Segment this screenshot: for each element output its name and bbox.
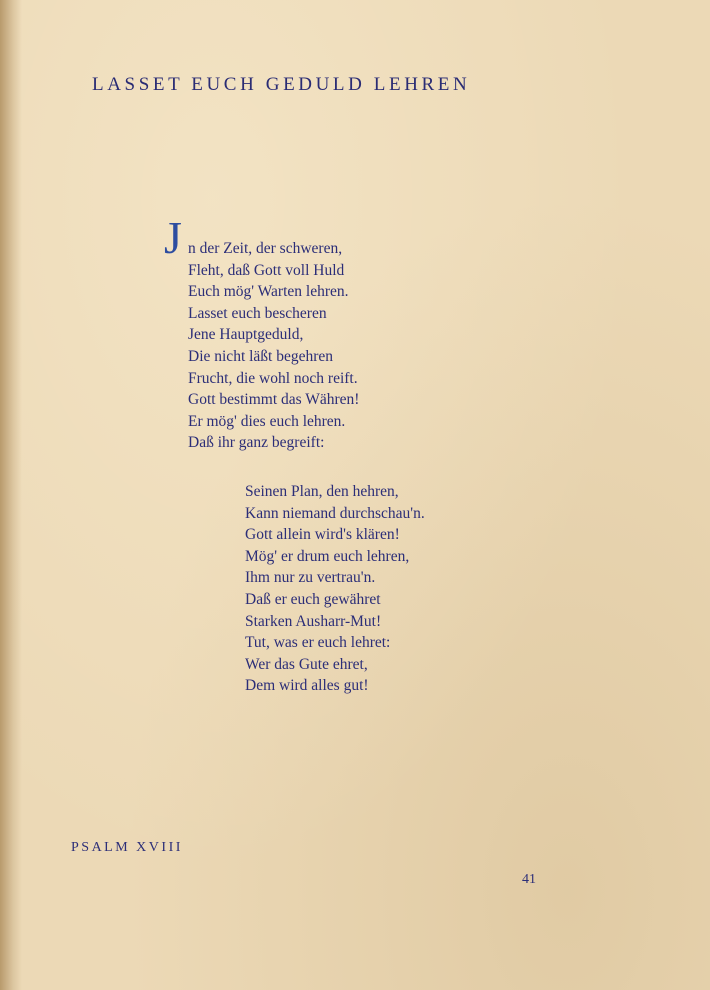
poem-line: Daß er euch gewähret: [245, 590, 381, 608]
poem-line: n der Zeit, der schweren,: [188, 240, 343, 257]
poem-line: Euch mög' Warten lehren.: [188, 283, 349, 301]
poem-line: Wer das Gute ehret,: [245, 655, 368, 673]
poem-line: Ihm nur zu vertrau'n.: [245, 569, 376, 587]
poem-line: Er mög' dies euch lehren.: [188, 412, 346, 430]
poem-line: Fleht, daß Gott voll Huld: [188, 261, 345, 279]
poem-line: Seinen Plan, den hehren,: [245, 483, 399, 500]
poem-line: Dem wird alles gut!: [245, 677, 369, 695]
poem-line: Starken Ausharr-Mut!: [245, 612, 382, 630]
page-gutter-shadow: [0, 0, 22, 990]
poem-line: Kann niemand durchschau'n.: [245, 504, 425, 522]
drop-cap-initial: J: [164, 212, 182, 263]
section-label: PSALM XVIII: [71, 840, 183, 855]
page-number: 41: [522, 872, 536, 887]
stanza-1: [164, 212, 360, 454]
poem-line: Mög' er drum euch lehren,: [245, 547, 410, 565]
poem-line: Lasset euch bescheren: [188, 304, 327, 322]
poem-line: Gott bestimmt das Währen!: [188, 391, 360, 409]
poem-title: LASSET EUCH GEDULD LEHREN: [92, 74, 471, 95]
poem-line: Daß ihr ganz begreift:: [188, 434, 325, 452]
poem-line: Die nicht läßt begehren: [188, 347, 334, 365]
poem-line: Frucht, die wohl noch reift.: [188, 369, 358, 387]
poem-line: Gott allein wird's klären!: [245, 526, 400, 544]
stanza-2: [245, 481, 425, 697]
poem-line: Jene Hauptgeduld,: [188, 326, 304, 344]
poem-line: Tut, was er euch lehret:: [245, 634, 391, 652]
